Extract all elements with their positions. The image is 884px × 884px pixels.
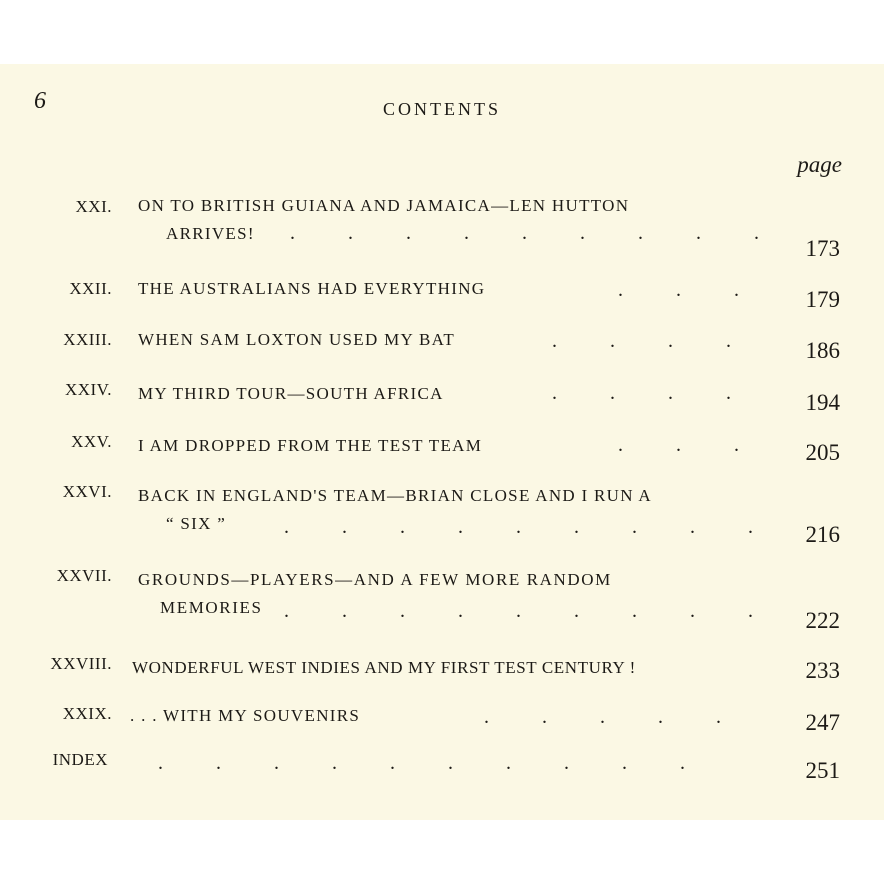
book-page [0, 64, 884, 820]
chapter-number: XXVI. [62, 482, 112, 501]
chapter-number: XXVII. [56, 566, 112, 585]
chapter-title-line2: MEMORIES [160, 598, 263, 617]
leader-dots: . . . . [552, 382, 755, 404]
contents-heading: CONTENTS [383, 99, 501, 119]
chapter-number: XXIV. [64, 380, 112, 399]
chapter-number: XXIII. [63, 330, 112, 349]
leader-dots: . . . . . . . . . . [158, 752, 709, 774]
leader-dots: . . . . . . . . . [284, 600, 777, 622]
leader-dots: . . . . . . . . . [284, 516, 777, 538]
leader-dots: . . . . [552, 330, 755, 352]
leader-dots: . . . [618, 279, 763, 301]
chapter-title-line1: MY THIRD TOUR—SOUTH AFRICA [138, 384, 444, 403]
page-ref: 247 [805, 710, 840, 735]
chapter-number: XXI. [75, 197, 112, 216]
chapter-title-line1: THE AUSTRALIANS HAD EVERYTHING [138, 279, 486, 298]
page-column-label: page [797, 152, 842, 177]
chapter-title-line1: ON TO BRITISH GUIANA AND JAMAICA—LEN HUTTON [138, 196, 630, 215]
leader-dots: . . . . . [484, 706, 745, 728]
chapter-title-line1: . . . WITH MY SOUVENIRS [130, 706, 361, 725]
page-ref: 216 [805, 522, 840, 547]
chapter-title-line1: WHEN SAM LOXTON USED MY BAT [138, 330, 456, 349]
chapter-title-line2: ARRIVES! [166, 224, 255, 243]
chapter-number: XXV. [71, 432, 112, 451]
index-label: INDEX [52, 750, 108, 769]
page-ref: 173 [805, 236, 840, 261]
page-ref: 186 [805, 338, 840, 363]
page-ref: 233 [805, 658, 840, 683]
chapter-title [132, 654, 772, 682]
page-ref: 205 [805, 440, 840, 465]
page-number: 6 [34, 88, 46, 114]
chapter-number: XXII. [69, 279, 112, 298]
chapter-title-line1: WONDERFUL WEST INDIES AND MY FIRST TEST CENTURY ! [132, 658, 636, 677]
chapter-number: XXIX. [62, 704, 112, 723]
page-ref: 179 [805, 287, 840, 312]
page-ref: 222 [805, 608, 840, 633]
leader-dots: . . . . . . . . . [290, 222, 783, 244]
chapter-number: XXVIII. [50, 654, 112, 673]
chapter-title-line1: BACK IN ENGLAND'S TEAM—BRIAN CLOSE AND I RUN A [138, 486, 653, 505]
leader-dots: . . . [618, 434, 763, 456]
chapter-title-line1: GROUNDS—PLAYERS—AND A FEW MORE RANDOM [138, 570, 612, 589]
page-ref: 194 [805, 390, 840, 415]
chapter-title-line2: “ SIX ” [166, 514, 227, 533]
chapter-title-line1: I AM DROPPED FROM THE TEST TEAM [138, 436, 483, 455]
page-ref: 251 [805, 758, 840, 783]
